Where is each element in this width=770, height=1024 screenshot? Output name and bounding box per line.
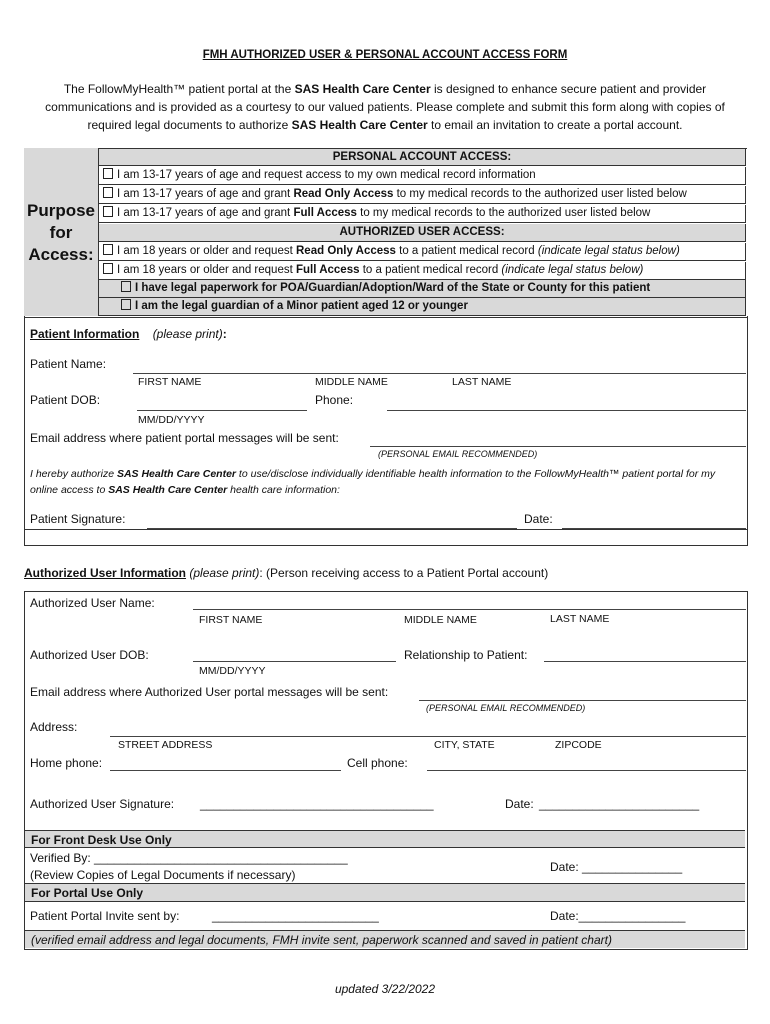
option-adult-read-only[interactable]: I am 18 years or older and request Read Only Access to a patient medical record (indicate legal status below) [99,243,746,261]
review-note: (Review Copies of Legal Documents if necessary) [30,868,296,882]
option-grant-read-only[interactable]: I am 13-17 years of age and grant Read Only Access to my medical records to the authorized user listed below [99,186,746,204]
patient-phone-input[interactable] [387,410,746,411]
patient-info-heading: Patient Information (please print): [30,327,227,341]
patient-date-input[interactable] [562,528,746,529]
checkbox-icon[interactable] [121,281,131,292]
au-signature-input[interactable]: ___________________________________ [200,797,434,811]
portal-date-field[interactable]: Date:________________ [550,909,686,923]
patient-dob-format: MM/DD/YYYY [138,414,205,426]
patient-signature-input[interactable] [147,528,517,529]
checkbox-icon[interactable] [103,244,113,255]
cell-phone-label: Cell phone: [347,756,408,770]
option-legal-paperwork[interactable]: I have legal paperwork for POA/Guardian/Adoption/Ward of the State or County for this patient [99,280,746,298]
au-date-label: Date: [505,797,534,811]
patient-phone-label: Phone: [315,393,354,407]
authorized-user-dob-input[interactable] [193,661,396,662]
au-last-name-caption: LAST NAME [550,613,610,625]
city-state-caption: CITY, STATE [434,739,495,751]
option-grant-full[interactable]: I am 13-17 years of age and grant Full Access to my medical records to the authorized user listed below [99,205,746,223]
patient-email-note: (PERSONAL EMAIL RECOMMENDED) [378,449,538,459]
au-date-input[interactable]: ________________________ [539,797,700,811]
au-signature-label: Authorized User Signature: [30,797,175,811]
au-first-name-caption: FIRST NAME [199,614,263,626]
patient-dob-label: Patient DOB: [30,393,101,407]
authorized-user-heading: Authorized User Information (please print): (Person receiving access to a Patient Portal account) [24,566,549,580]
cell-phone-input[interactable] [427,770,746,771]
portal-footer-note: (verified email address and legal documents, FMH invite sent, paperwork scanned and saved in patient chart) [25,930,745,948]
option-legal-guardian[interactable]: I am the legal guardian of a Minor patient aged 12 or younger [99,298,746,316]
option-own-record[interactable]: I am 13-17 years of age and request access to my own medical record information [99,167,746,185]
home-phone-input[interactable] [110,770,341,771]
patient-last-name-caption: LAST NAME [452,376,512,388]
form-title: FMH AUTHORIZED USER & PERSONAL ACCOUNT ACCESS FORM [202,49,568,61]
patient-dob-input[interactable] [137,410,307,411]
checkbox-icon[interactable] [103,206,113,217]
au-email-label: Email address where Authorized User portal messages will be sent: [30,685,389,699]
updated-date: updated 3/22/2022 [334,982,436,996]
authorized-access-header: AUTHORIZED USER ACCESS: [99,224,746,242]
authorized-user-name-input[interactable] [193,609,746,610]
invite-sent-input[interactable]: _________________________ [212,909,379,923]
divider [24,529,747,530]
portal-use-header: For Portal Use Only [25,883,745,902]
patient-first-name-caption: FIRST NAME [138,376,202,388]
relationship-input[interactable] [544,661,746,662]
checkbox-icon[interactable] [103,168,113,179]
patient-name-input[interactable] [133,373,746,374]
authorization-statement: I hereby authorize SAS Health Care Center to use/disclose individually identifiable health information to the FollowMyHealth™ patient portal for my online access to SAS Health Care Center health care information: [30,468,716,496]
au-dob-format: MM/DD/YYYY [199,665,266,677]
option-adult-full[interactable]: I am 18 years or older and request Full Access to a patient medical record (indicate legal status below) [99,262,746,280]
purpose-label: Purpose for Access: [24,148,99,316]
authorized-user-name-label: Authorized User Name: [30,596,155,610]
address-input[interactable] [110,736,746,737]
au-middle-name-caption: MIDDLE NAME [404,614,477,626]
front-desk-header: For Front Desk Use Only [25,830,745,848]
checkbox-icon[interactable] [103,187,113,198]
intro-paragraph: The FollowMyHealth™ patient portal at the SAS Health Care Center is designed to enhance secure patient and provider communications and is provided as a courtesy to our valued patients. Please complete and submit this form along with copies of required legal documents to authorize SAS Health Care Center to email an invitation to create a portal account. [45,82,725,132]
patient-email-label: Email address where patient portal messages will be sent: [30,431,339,445]
checkbox-icon[interactable] [103,263,113,274]
checkbox-icon[interactable] [121,299,131,310]
front-desk-date-field[interactable]: Date: _______________ [550,860,683,874]
patient-middle-name-caption: MIDDLE NAME [315,376,388,388]
verified-by-field[interactable]: Verified By: ______________________________________ [30,851,348,865]
au-email-input[interactable] [419,700,746,701]
patient-signature-label: Patient Signature: [30,512,126,526]
address-label: Address: [30,720,78,734]
invite-sent-label: Patient Portal Invite sent by: [30,909,180,923]
personal-access-header: PERSONAL ACCOUNT ACCESS: [99,148,746,166]
relationship-label: Relationship to Patient: [404,648,528,662]
zipcode-caption: ZIPCODE [555,739,602,751]
home-phone-label: Home phone: [30,756,103,770]
patient-date-label: Date: [524,512,553,526]
patient-name-label: Patient Name: [30,357,107,371]
authorized-user-dob-label: Authorized User DOB: [30,648,149,662]
patient-email-input[interactable] [370,446,746,447]
au-email-note: (PERSONAL EMAIL RECOMMENDED) [426,703,586,713]
street-caption: STREET ADDRESS [118,739,213,751]
